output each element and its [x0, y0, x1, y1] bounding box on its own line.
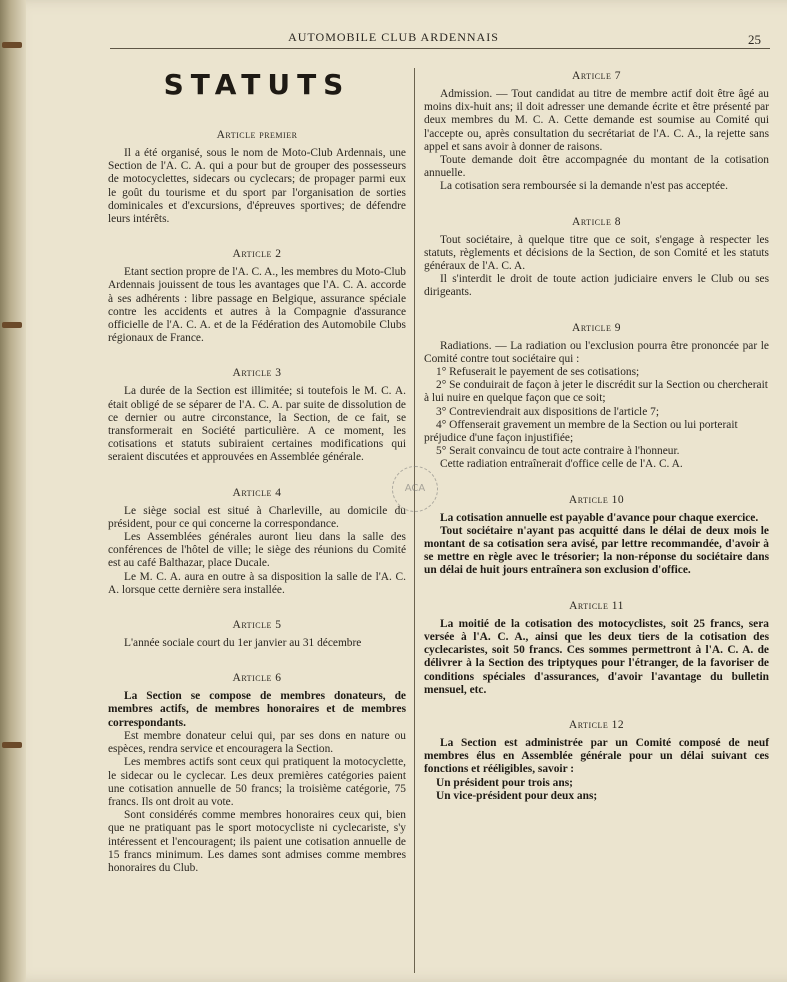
binding-staple [2, 322, 22, 328]
header-rule [110, 48, 770, 49]
list-item: 1° Refuserait le payement de ses cotisations; [436, 366, 640, 379]
list-item: 3° Contreviendrait aux dispositions de l'article 7; [436, 405, 659, 418]
article-12 [424, 719, 769, 803]
article-paragraph: Le siège social est situé à Charleville, au domicile du président, pour ce qui concerne la correspondance. [108, 504, 406, 530]
article-heading: Article 9 [572, 321, 621, 334]
article-3 [108, 367, 406, 464]
article-paragraph: Toute demande doit être accompagnée du montant de la cotisation annuelle. [424, 154, 769, 180]
article-heading: Article 11 [569, 599, 624, 612]
article-paragraph: Tout sociétaire n'ayant pas acquitté dans le délai de deux mois le montant de sa cotisation sera avisé, par lettre recommandée, d'avoir à se mettre en règle avec le trésorier; la non-réponse du sociétaire dans un délai de huit jours entraînera son exclusion d'office. [424, 524, 769, 577]
article-paragraph: La cotisation sera remboursée si la demande n'est pas acceptée. [440, 180, 728, 193]
article-paragraph: La cotisation annuelle est payable d'avance pour chaque exercice. [440, 511, 759, 524]
page-title: STATUTS [163, 68, 351, 101]
article-7 [424, 70, 769, 194]
article-paragraph: Est membre donateur celui qui, par ses dons en nature ou espèces, rendra service et encouragera la Section. [108, 729, 406, 756]
list-item: 2° Se conduirait de façon à jeter le discrédit sur la Section ou chercherait à lui nuire en quelque façon que ce soit; [424, 379, 768, 405]
article-paragraph: Tout sociétaire, à quelque titre que ce soit, s'engage à respecter les statuts, règlements et décisions de la Section, de son Comité et les statuts généraux de l'A. C. A. [424, 233, 769, 273]
binding-staple [2, 742, 22, 748]
article-2 [108, 248, 406, 345]
article-heading: Article premier [216, 129, 298, 141]
list-item: 5° Serait convaincu de tout acte contraire à l'honneur. [436, 445, 680, 458]
article-4 [108, 487, 406, 597]
page-number: 25 [748, 32, 761, 47]
article-heading: Article 8 [572, 215, 621, 228]
article-5 [108, 619, 406, 650]
article-paragraph: Il s'interdit le droit de toute action judiciaire envers le Club ou ses dirigeants. [424, 273, 769, 299]
article-heading: Article 12 [568, 718, 625, 731]
article-8 [424, 216, 769, 300]
list-item: 4° Offenserait gravement un membre de la Section ou lui porterait préjudice d'une façon injustifiée; [424, 418, 738, 445]
binding-edge [0, 0, 26, 982]
column-divider [414, 68, 415, 973]
article-paragraph: La Section est administrée par un Comité composé de neuf membres élus en Assemblée générale pour un délai suivant ces fonctions et rééligibles, savoir : [424, 736, 769, 776]
article-heading: Article 10 [568, 493, 625, 506]
article-11 [424, 600, 769, 697]
right-column [424, 60, 769, 825]
article-paragraph: Admission. — Tout candidat au titre de membre actif doit être âgé au moins dix-huit ans; il doit adresser une demande écrite et être présenté par deux membres du M. C. A. Cette demande est soumise au Comité qui l'accepte ou, après consultation du secrétariat de l'A. C. A., la rejette sans appel et sans avoir à donner de raisons. [424, 88, 769, 153]
article-10 [424, 494, 769, 578]
article-1 [108, 129, 406, 226]
article-paragraph: Etant section propre de l'A. C. A., les membres du Moto-Club Ardennais jouissent de tous les avantages que l'A. C. A. accorde à ses adhérents : libre passage en Belgique, assurance spéciale contre les accidents et autres à la Compagnie d'assurance officielle de l'A. C. A. et de la Fédération des Automobile Clubs régionaux de France. [108, 266, 406, 345]
article-paragraph: Les membres actifs sont ceux qui pratiquent la motocyclette, le sidecar ou le cyclecar. Les deux premières catégories paient une cotisation annuelle de 50 francs; la troisième catégorie, 75 francs. Ils ont droit au vote. [108, 756, 406, 808]
list-item: Un vice-président pour deux ans; [436, 789, 598, 802]
article-paragraph: Il a été organisé, sous le nom de Moto-Club Ardennais, une Section de l'A. C. A. qui a pour but de grouper des possesseurs de motocyclettes, sidecars ou cyclecars; de propager parmi eux le goût du tourisme et du sport par l'organisation de sorties dominicales et d'excursions, d'épreuves sportives; de défendre leurs intérêts. [108, 147, 406, 226]
article-heading: Article 2 [232, 248, 282, 261]
article-heading: Article 3 [232, 367, 282, 380]
article-paragraph: La Section se compose de membres donateurs, de membres actifs, de membres honoraires et de membres correspondants. [108, 690, 406, 729]
article-heading: Article 5 [232, 619, 282, 632]
article-paragraph: La durée de la Section est illimitée; si toutefois le M. C. A. était obligé de se séparer de l'A. C. A. par suite de dissolution de ce dernier ou autre circonstance, la Section, de ce fait, se transformerait en Société particulière. A ce moment, les cotisations et statuts subiraient certaines modifications qui seraient discutées et approuvées en Assemblée générale. [108, 385, 406, 464]
article-heading: Article 4 [232, 486, 282, 499]
library-stamp: ACA [392, 466, 438, 512]
article-heading: Article 6 [232, 672, 282, 685]
list-item: Un président pour trois ans; [436, 776, 573, 789]
article-paragraph: L'année sociale court du 1er janvier au 31 décembre [124, 637, 362, 650]
article-paragraph: Radiations. — La radiation ou l'exclusion pourra être prononcée par le Comité contre tout sociétaire qui : [424, 339, 769, 365]
article-paragraph: Le M. C. A. aura en outre à sa disposition la salle de l'A. C. A. lorsque cette dernière sera installée. [108, 570, 406, 596]
article-paragraph: Cette radiation entraînerait d'office celle de l'A. C. A. [440, 458, 683, 471]
article-9 [424, 322, 769, 472]
left-column [108, 60, 406, 897]
article-paragraph: La moitié de la cotisation des motocyclistes, soit 25 francs, sera versée à l'A. C. A., ainsi que les deux tiers de la cotisation des cyclecaristes, soit 50 francs. Ces sommes permettront à l'A. C. A. de délivrer à la Section des triptyques pour l'étranger, de la favoriser de conditions spéciales d'assurances, d'avoir l'avantage du bulletin mensuel, etc. [424, 617, 769, 696]
article-paragraph: Les Assemblées générales auront lieu dans la salle des conférences de l'hôtel de ville; le siège des réunions du Comité est au café Balthazar, place Ducale. [108, 531, 406, 570]
article-6 [108, 672, 406, 875]
article-heading: Article 7 [572, 70, 621, 82]
article-paragraph: Sont considérés comme membres honoraires ceux qui, bien que ne pratiquant pas le sport motocycliste ni cyclecariste, s'y intéressent et l'encouragent; ils paient une cotisation annuelle de 15 francs minimum. Les dames sont admises comme membres honoraires du Club. [108, 809, 406, 874]
running-header: AUTOMOBILE CLUB ARDENNAIS [288, 30, 499, 44]
